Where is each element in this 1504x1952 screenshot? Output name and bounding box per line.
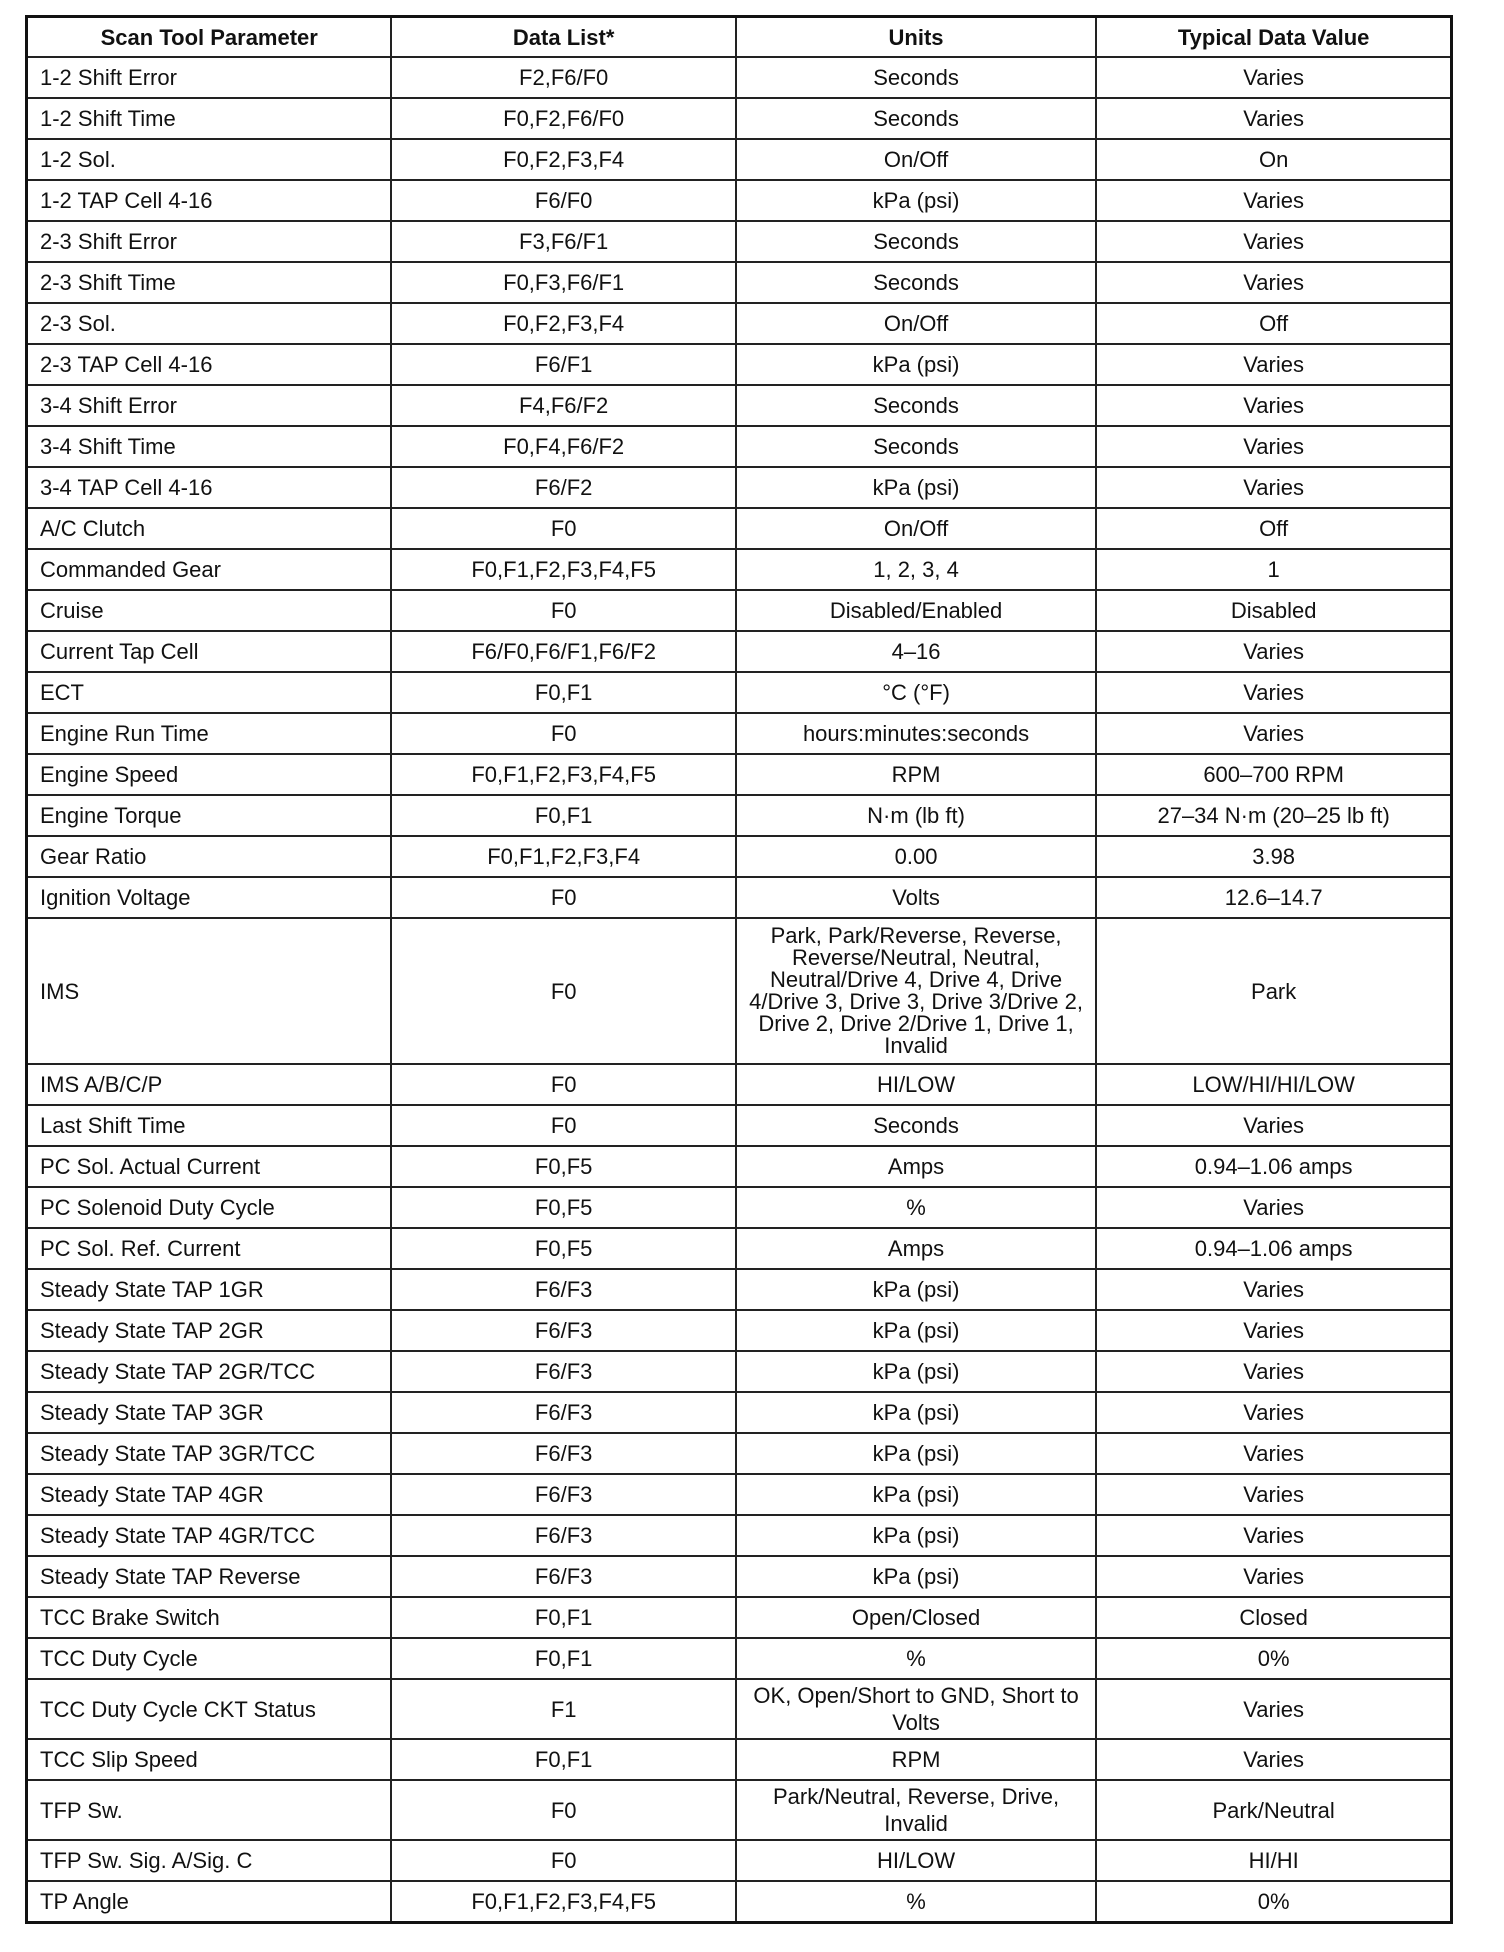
- units-cell: Seconds: [736, 262, 1096, 303]
- table-row: [27, 1739, 1452, 1780]
- units-cell: Amps: [736, 1228, 1096, 1269]
- typical-value-cell: Varies: [1096, 1556, 1451, 1597]
- units-cell: Seconds: [736, 1105, 1096, 1146]
- units-cell: Volts: [736, 877, 1096, 918]
- typical-value-cell: Varies: [1096, 1474, 1451, 1515]
- units-cell: Seconds: [736, 98, 1096, 139]
- table-row: [27, 1228, 1452, 1269]
- table-row: [27, 1146, 1452, 1187]
- typical-value-cell: Varies: [1096, 1739, 1451, 1780]
- units-cell: HI/LOW: [736, 1840, 1096, 1881]
- data-list-cell: F0,F1: [391, 1597, 735, 1638]
- parameter-cell: Cruise: [27, 590, 392, 631]
- table-row: [27, 1515, 1452, 1556]
- units-cell: %: [736, 1187, 1096, 1228]
- units-cell: Open/Closed: [736, 1597, 1096, 1638]
- parameter-cell: Steady State TAP Reverse: [27, 1556, 392, 1597]
- parameter-cell: Steady State TAP 3GR/TCC: [27, 1433, 392, 1474]
- parameter-cell: Steady State TAP 4GR: [27, 1474, 392, 1515]
- table-row: [27, 221, 1452, 262]
- typical-value-cell: Varies: [1096, 1187, 1451, 1228]
- typical-value-cell: Off: [1096, 303, 1451, 344]
- table-row: [27, 631, 1452, 672]
- table-row: [27, 672, 1452, 713]
- data-list-cell: F2,F6/F0: [391, 57, 735, 98]
- units-cell: kPa (psi): [736, 1433, 1096, 1474]
- data-list-cell: F0,F5: [391, 1228, 735, 1269]
- units-cell: Disabled/Enabled: [736, 590, 1096, 631]
- table-row: [27, 590, 1452, 631]
- typical-value-cell: Park/Neutral: [1096, 1780, 1451, 1840]
- parameter-cell: 3-4 TAP Cell 4-16: [27, 467, 392, 508]
- typical-value-cell: 3.98: [1096, 836, 1451, 877]
- data-list-cell: F0: [391, 1064, 735, 1105]
- table-row: [27, 385, 1452, 426]
- parameter-cell: 1-2 TAP Cell 4-16: [27, 180, 392, 221]
- data-list-cell: F0,F4,F6/F2: [391, 426, 735, 467]
- units-cell: kPa (psi): [736, 1310, 1096, 1351]
- parameter-cell: Steady State TAP 1GR: [27, 1269, 392, 1310]
- scan-tool-data-table: [25, 15, 1453, 1924]
- table-row: [27, 1310, 1452, 1351]
- table-row: [27, 1105, 1452, 1146]
- units-cell: On/Off: [736, 139, 1096, 180]
- data-list-cell: F0,F5: [391, 1187, 735, 1228]
- table-row: [27, 1187, 1452, 1228]
- table-row: [27, 262, 1452, 303]
- parameter-cell: 1-2 Shift Time: [27, 98, 392, 139]
- data-list-cell: F0,F1: [391, 1638, 735, 1679]
- units-cell: %: [736, 1881, 1096, 1923]
- table-row: [27, 1351, 1452, 1392]
- parameter-cell: PC Solenoid Duty Cycle: [27, 1187, 392, 1228]
- table-row: [27, 795, 1452, 836]
- table-row: [27, 1474, 1452, 1515]
- units-cell: HI/LOW: [736, 1064, 1096, 1105]
- table-row: [27, 1556, 1452, 1597]
- parameter-cell: PC Sol. Ref. Current: [27, 1228, 392, 1269]
- parameter-cell: ECT: [27, 672, 392, 713]
- units-cell: kPa (psi): [736, 1474, 1096, 1515]
- header-parameter: Scan Tool Parameter: [27, 17, 392, 58]
- typical-value-cell: 0.94–1.06 amps: [1096, 1146, 1451, 1187]
- parameter-cell: TFP Sw.: [27, 1780, 392, 1840]
- units-cell: 4–16: [736, 631, 1096, 672]
- typical-value-cell: On: [1096, 139, 1451, 180]
- typical-value-cell: Varies: [1096, 1310, 1451, 1351]
- parameter-cell: TFP Sw. Sig. A/Sig. C: [27, 1840, 392, 1881]
- data-list-cell: F0,F3,F6/F1: [391, 262, 735, 303]
- parameter-cell: Ignition Voltage: [27, 877, 392, 918]
- units-cell: RPM: [736, 754, 1096, 795]
- units-cell: Park/Neutral, Reverse, Drive, Invalid: [736, 1780, 1096, 1840]
- header-typical-value: Typical Data Value: [1096, 17, 1451, 58]
- table-row: [27, 1881, 1452, 1923]
- typical-value-cell: Varies: [1096, 631, 1451, 672]
- data-list-cell: F6/F3: [391, 1269, 735, 1310]
- parameter-cell: 3-4 Shift Time: [27, 426, 392, 467]
- data-list-cell: F6/F1: [391, 344, 735, 385]
- table-row: [27, 303, 1452, 344]
- data-list-cell: F0,F5: [391, 1146, 735, 1187]
- units-cell: 0.00: [736, 836, 1096, 877]
- typical-value-cell: Varies: [1096, 57, 1451, 98]
- data-list-cell: F6/F3: [391, 1351, 735, 1392]
- table-row: [27, 918, 1452, 1064]
- parameter-cell: Engine Speed: [27, 754, 392, 795]
- data-list-cell: F4,F6/F2: [391, 385, 735, 426]
- table-row: [27, 139, 1452, 180]
- parameter-cell: 3-4 Shift Error: [27, 385, 392, 426]
- units-cell: N·m (lb ft): [736, 795, 1096, 836]
- data-list-cell: F0,F1,F2,F3,F4: [391, 836, 735, 877]
- parameter-cell: Engine Run Time: [27, 713, 392, 754]
- data-list-cell: F0: [391, 918, 735, 1064]
- units-cell: Seconds: [736, 385, 1096, 426]
- units-cell: Seconds: [736, 57, 1096, 98]
- typical-value-cell: Closed: [1096, 1597, 1451, 1638]
- typical-value-cell: Varies: [1096, 98, 1451, 139]
- typical-value-cell: 12.6–14.7: [1096, 877, 1451, 918]
- units-cell: RPM: [736, 1739, 1096, 1780]
- typical-value-cell: LOW/HI/HI/LOW: [1096, 1064, 1451, 1105]
- units-cell: Amps: [736, 1146, 1096, 1187]
- units-cell: Seconds: [736, 426, 1096, 467]
- table-row: [27, 1269, 1452, 1310]
- typical-value-cell: 1: [1096, 549, 1451, 590]
- data-list-cell: F6/F3: [391, 1556, 735, 1597]
- data-list-cell: F0,F1,F2,F3,F4,F5: [391, 549, 735, 590]
- table-row: [27, 877, 1452, 918]
- data-list-cell: F6/F2: [391, 467, 735, 508]
- data-list-cell: F3,F6/F1: [391, 221, 735, 262]
- typical-value-cell: 27–34 N·m (20–25 lb ft): [1096, 795, 1451, 836]
- table-row: [27, 180, 1452, 221]
- parameter-cell: TCC Slip Speed: [27, 1739, 392, 1780]
- typical-value-cell: Varies: [1096, 344, 1451, 385]
- typical-value-cell: Varies: [1096, 221, 1451, 262]
- parameter-cell: 2-3 TAP Cell 4-16: [27, 344, 392, 385]
- typical-value-cell: Varies: [1096, 1351, 1451, 1392]
- parameter-cell: Engine Torque: [27, 795, 392, 836]
- table-row: [27, 98, 1452, 139]
- parameter-cell: Gear Ratio: [27, 836, 392, 877]
- table-row: [27, 1780, 1452, 1840]
- parameter-cell: TCC Duty Cycle: [27, 1638, 392, 1679]
- data-list-cell: F0,F1: [391, 795, 735, 836]
- parameter-cell: PC Sol. Actual Current: [27, 1146, 392, 1187]
- table-row: [27, 836, 1452, 877]
- units-cell: On/Off: [736, 303, 1096, 344]
- data-list-cell: F6/F0: [391, 180, 735, 221]
- data-list-cell: F0,F2,F6/F0: [391, 98, 735, 139]
- data-list-cell: F0: [391, 508, 735, 549]
- typical-value-cell: Varies: [1096, 1433, 1451, 1474]
- units-cell: kPa (psi): [736, 1556, 1096, 1597]
- units-cell: kPa (psi): [736, 1269, 1096, 1310]
- parameter-cell: 2-3 Shift Error: [27, 221, 392, 262]
- parameter-cell: 1-2 Sol.: [27, 139, 392, 180]
- data-list-cell: F6/F3: [391, 1392, 735, 1433]
- typical-value-cell: Disabled: [1096, 590, 1451, 631]
- data-list-cell: F0,F1,F2,F3,F4,F5: [391, 1881, 735, 1923]
- data-list-cell: F6/F3: [391, 1310, 735, 1351]
- table-row: [27, 713, 1452, 754]
- parameter-cell: Last Shift Time: [27, 1105, 392, 1146]
- typical-value-cell: Varies: [1096, 672, 1451, 713]
- typical-value-cell: Varies: [1096, 426, 1451, 467]
- data-list-cell: F6/F3: [391, 1433, 735, 1474]
- header-data-list: Data List*: [391, 17, 735, 58]
- parameter-cell: A/C Clutch: [27, 508, 392, 549]
- typical-value-cell: Varies: [1096, 1392, 1451, 1433]
- units-cell: 1, 2, 3, 4: [736, 549, 1096, 590]
- table-row: [27, 1392, 1452, 1433]
- data-list-cell: F0: [391, 1780, 735, 1840]
- units-cell: hours:minutes:seconds: [736, 713, 1096, 754]
- parameter-cell: TP Angle: [27, 1881, 392, 1923]
- units-cell: OK, Open/Short to GND, Short to Volts: [736, 1679, 1096, 1739]
- table-row: [27, 549, 1452, 590]
- typical-value-cell: 0%: [1096, 1638, 1451, 1679]
- table-row: [27, 1597, 1452, 1638]
- typical-value-cell: Varies: [1096, 180, 1451, 221]
- table-row: [27, 1638, 1452, 1679]
- parameter-cell: Commanded Gear: [27, 549, 392, 590]
- units-cell: kPa (psi): [736, 1392, 1096, 1433]
- typical-value-cell: Varies: [1096, 467, 1451, 508]
- table-row: [27, 754, 1452, 795]
- units-cell: kPa (psi): [736, 344, 1096, 385]
- data-list-cell: F0: [391, 1105, 735, 1146]
- typical-value-cell: Varies: [1096, 1679, 1451, 1739]
- parameter-cell: 2-3 Shift Time: [27, 262, 392, 303]
- parameter-cell: TCC Duty Cycle CKT Status: [27, 1679, 392, 1739]
- parameter-cell: 2-3 Sol.: [27, 303, 392, 344]
- data-list-cell: F6/F0,F6/F1,F6/F2: [391, 631, 735, 672]
- header-units: Units: [736, 17, 1096, 58]
- units-cell: kPa (psi): [736, 1515, 1096, 1556]
- units-cell: %: [736, 1638, 1096, 1679]
- units-cell: On/Off: [736, 508, 1096, 549]
- typical-value-cell: 0.94–1.06 amps: [1096, 1228, 1451, 1269]
- typical-value-cell: 0%: [1096, 1881, 1451, 1923]
- parameter-cell: TCC Brake Switch: [27, 1597, 392, 1638]
- data-list-cell: F0: [391, 877, 735, 918]
- data-list-cell: F0: [391, 713, 735, 754]
- table-row: [27, 344, 1452, 385]
- parameter-cell: Steady State TAP 2GR/TCC: [27, 1351, 392, 1392]
- typical-value-cell: Varies: [1096, 385, 1451, 426]
- table-row: [27, 508, 1452, 549]
- typical-value-cell: Varies: [1096, 262, 1451, 303]
- data-list-cell: F1: [391, 1679, 735, 1739]
- units-cell: °C (°F): [736, 672, 1096, 713]
- units-cell: Seconds: [736, 221, 1096, 262]
- parameter-cell: Steady State TAP 4GR/TCC: [27, 1515, 392, 1556]
- data-list-cell: F0,F1: [391, 672, 735, 713]
- data-list-cell: F6/F3: [391, 1474, 735, 1515]
- table-row: [27, 1433, 1452, 1474]
- data-list-cell: F0,F2,F3,F4: [391, 303, 735, 344]
- units-cell: kPa (psi): [736, 1351, 1096, 1392]
- data-list-cell: F0: [391, 1840, 735, 1881]
- table-row: [27, 1679, 1452, 1739]
- units-cell: Park, Park/Reverse, Reverse, Reverse/Neutral, Neutral, Neutral/Drive 4, Drive 4, Drive 4/Drive 3, Drive 3, Drive 3/Drive 2, Drive 2, Drive 2/Drive 1, Drive 1, Invalid: [736, 918, 1096, 1064]
- units-cell: kPa (psi): [736, 180, 1096, 221]
- typical-value-cell: Varies: [1096, 1105, 1451, 1146]
- table-row: [27, 467, 1452, 508]
- typical-value-cell: Varies: [1096, 713, 1451, 754]
- parameter-cell: Steady State TAP 2GR: [27, 1310, 392, 1351]
- parameter-cell: Current Tap Cell: [27, 631, 392, 672]
- header-row: [27, 17, 1452, 58]
- data-list-cell: F0: [391, 590, 735, 631]
- typical-value-cell: Off: [1096, 508, 1451, 549]
- data-list-cell: F0,F1: [391, 1739, 735, 1780]
- units-cell: kPa (psi): [736, 467, 1096, 508]
- typical-value-cell: 600–700 RPM: [1096, 754, 1451, 795]
- typical-value-cell: Varies: [1096, 1515, 1451, 1556]
- typical-value-cell: Varies: [1096, 1269, 1451, 1310]
- data-list-cell: F0,F2,F3,F4: [391, 139, 735, 180]
- data-list-cell: F6/F3: [391, 1515, 735, 1556]
- typical-value-cell: Park: [1096, 918, 1451, 1064]
- typical-value-cell: HI/HI: [1096, 1840, 1451, 1881]
- table-row: [27, 1840, 1452, 1881]
- parameter-cell: IMS: [27, 918, 392, 1064]
- parameter-cell: IMS A/B/C/P: [27, 1064, 392, 1105]
- data-list-cell: F0,F1,F2,F3,F4,F5: [391, 754, 735, 795]
- parameter-cell: 1-2 Shift Error: [27, 57, 392, 98]
- table-row: [27, 1064, 1452, 1105]
- table-row: [27, 426, 1452, 467]
- table-row: [27, 57, 1452, 98]
- parameter-cell: Steady State TAP 3GR: [27, 1392, 392, 1433]
